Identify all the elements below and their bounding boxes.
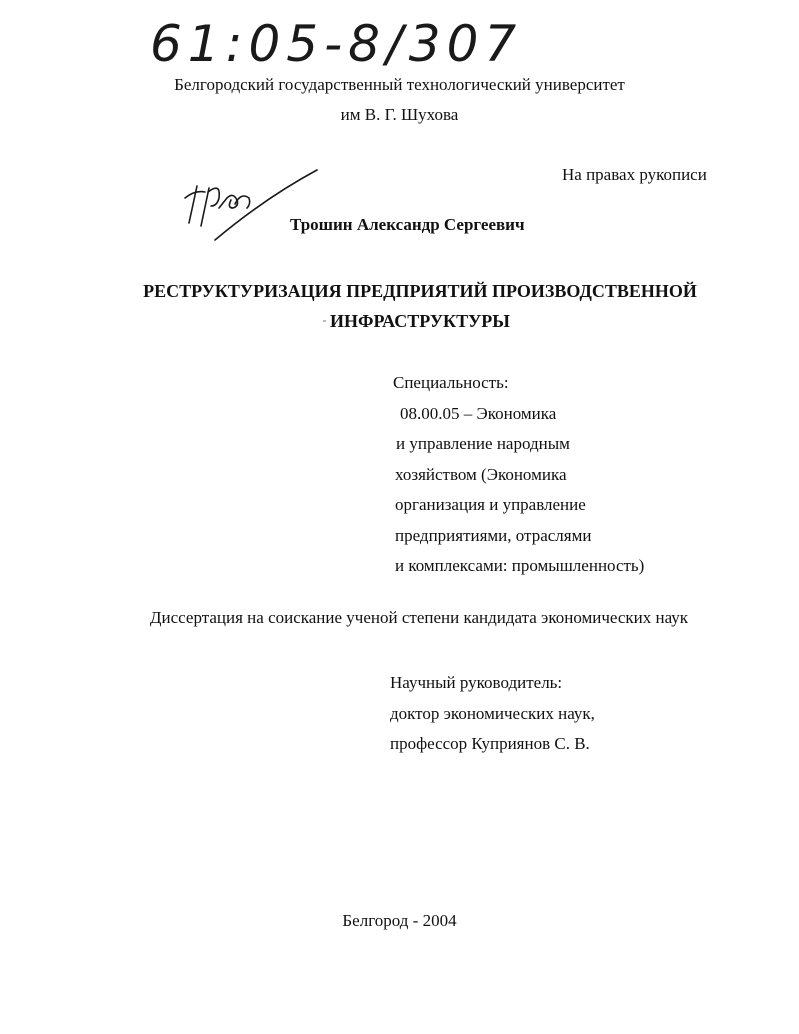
title-line-1: РЕСТРУКТУРИЗАЦИЯ ПРЕДПРИЯТИЙ ПРОИЗВОДСТВЕННОЙ [143, 281, 697, 301]
scan-speck [323, 320, 326, 322]
advisor-label: Научный руководитель: [390, 673, 563, 692]
manuscript-rights-label: На правах рукописи [562, 165, 707, 184]
specialty-label: Специальность: [393, 373, 509, 392]
title-line-2: ИНФРАСТРУКТУРЫ [330, 311, 510, 331]
city-year: Белгород - 2004 [342, 911, 457, 930]
specialty-line: предприятиями, отраслями [395, 525, 592, 545]
dissertation-title [0, 276, 799, 336]
handwritten-archive-number [150, 6, 523, 76]
specialty-line: организация и управление [395, 495, 586, 514]
author-name: Трошин Александр Сергеевич [290, 215, 525, 234]
handwritten-number-graphic [150, 6, 523, 76]
archive-number-text: 61:05-8/307 [150, 15, 523, 73]
specialty-line: 08.00.05 – Экономика [400, 403, 557, 423]
university-named-after: им В. Г. Шухова [340, 105, 459, 124]
advisor-name: профессор Куприянов С. В. [390, 734, 590, 753]
university-name: Белгородский государственный технологический университет [174, 75, 625, 94]
advisor-block [390, 668, 595, 760]
dissertation-statement: Диссертация на соискание ученой степени кандидата экономических наук [149, 608, 689, 627]
specialty-line: и управление народным [396, 434, 570, 453]
advisor-degree: доктор экономических наук, [390, 703, 595, 723]
specialty-block [393, 368, 644, 582]
specialty-line: хозяйством (Экономика [395, 464, 567, 484]
specialty-line: и комплексами: промышленность) [395, 556, 645, 575]
